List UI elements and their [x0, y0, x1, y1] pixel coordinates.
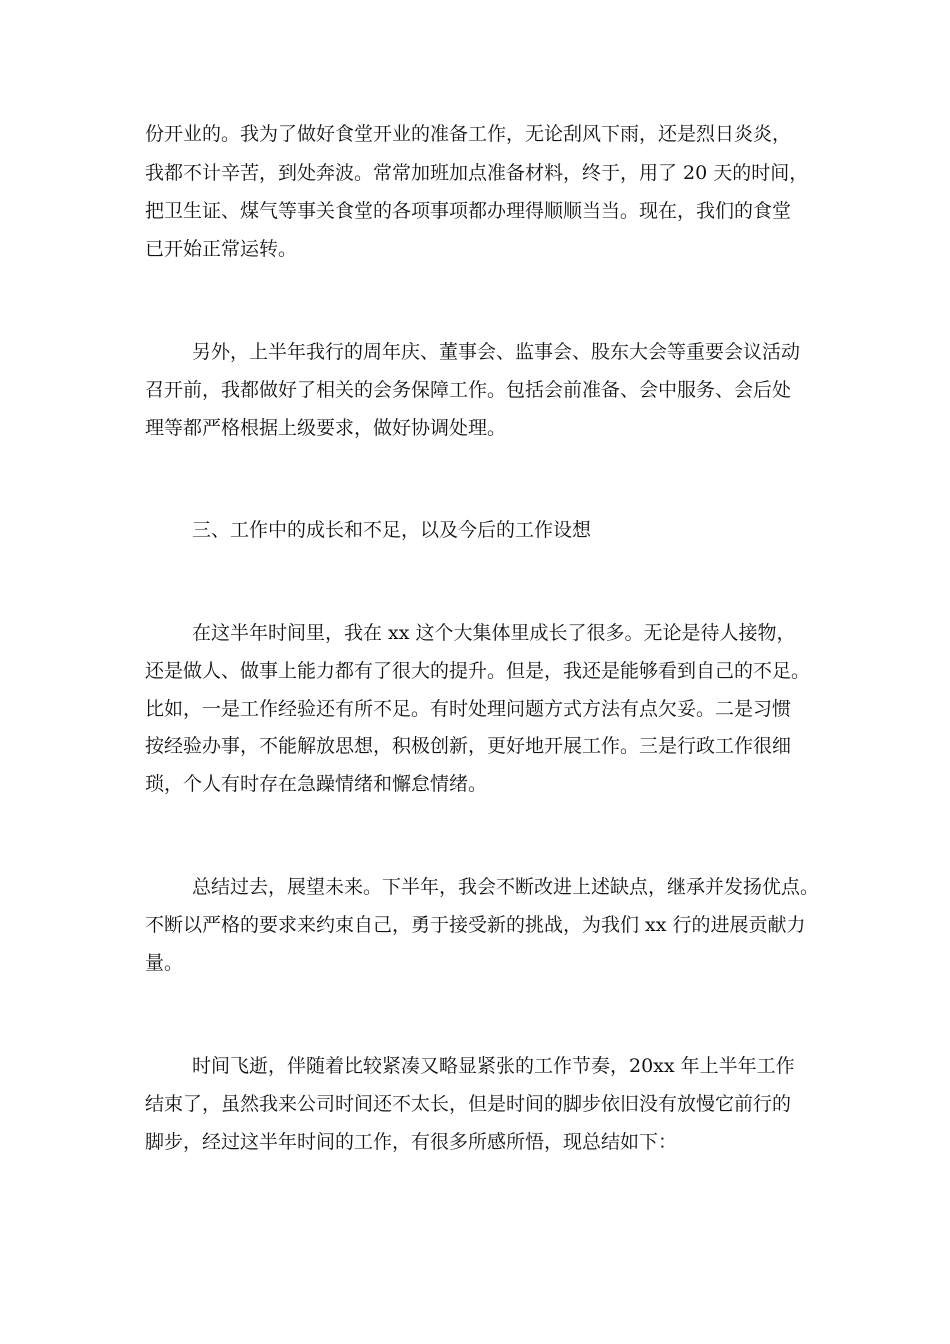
text-line: 召开前，我都做好了相关的会务保障工作。包括会前准备、会中服务、会后处: [145, 379, 792, 401]
text-line: 脚步，经过这半年时间的工作，有很多所感所悟，现总结如下：: [145, 1131, 678, 1153]
text-line: 理等都严格根据上级要求，做好协调处理。: [145, 417, 507, 439]
text-line: 量。: [145, 952, 184, 974]
text-line: 已开始正常运转。: [145, 238, 298, 260]
text-line: 在这半年时间里，我在 xx 这个大集体里成长了很多。无论是待人接物，: [192, 622, 796, 644]
text-line: 按经验办事，不能解放思想，积极创新，更好地开展工作。三是行政工作很细: [145, 735, 792, 757]
text-line: 还是做人、做事上能力都有了很大的提升。但是，我还是能够看到自己的不足。: [145, 660, 811, 682]
text-line: 不断以严格的要求来约束自己，勇于接受新的挑战，为我们 xx 行的进展贡献力: [145, 914, 806, 936]
text-line: 我都不计辛苦，到处奔波。常常加班加点准备材料，终于，用了 20 天的时间，: [145, 162, 809, 184]
text-line: 总结过去，展望未来。下半年，我会不断改进上述缺点，继承并发扬优点。: [192, 876, 820, 898]
text-line: 把卫生证、煤气等事关食堂的各项事项都办理得顺顺当当。现在，我们的食堂: [145, 200, 792, 222]
text-line: 比如，一是工作经验还有所不足。有时处理问题方式方法有点欠妥。二是习惯: [145, 698, 792, 720]
text-line: 琐，个人有时存在急躁情绪和懈怠情绪。: [145, 773, 488, 795]
text-line: 时间飞逝，伴随着比较紧凑又略显紧张的工作节奏，20xx 年上半年工作: [192, 1055, 795, 1077]
text-line: 另外，上半年我行的周年庆、董事会、监事会、股东大会等重要会议活动: [192, 341, 801, 363]
text-line: 三、工作中的成长和不足，以及今后的工作设想: [192, 519, 592, 541]
text-line: 结束了，虽然我来公司时间还不太长，但是时间的脚步依旧没有放慢它前行的: [145, 1093, 792, 1115]
text-line: 份开业的。我为了做好食堂开业的准备工作，无论刮风下雨，还是烈日炎炎，: [145, 123, 792, 145]
